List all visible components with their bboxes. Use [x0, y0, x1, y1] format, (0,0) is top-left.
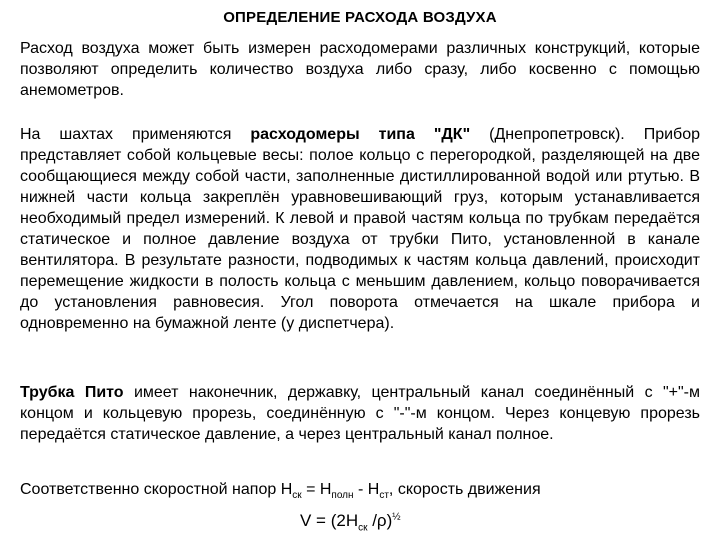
vf-sup: ½: [392, 511, 401, 523]
vf-text-1: V = (2H: [300, 511, 359, 530]
velocity-formula: [300, 511, 401, 534]
paragraph-dk-flowmeter: [20, 124, 700, 334]
page-title: ОПРЕДЕЛЕНИЕ РАСХОДА ВОЗДУХА: [223, 9, 497, 26]
fl-sub-1: ск: [292, 490, 302, 502]
fl-text-3: - H: [353, 481, 380, 498]
paragraph-pitot-tube: [20, 382, 700, 445]
p2-bold-term: расходомеры типа "ДК": [250, 126, 471, 143]
velocity-pressure-line: [20, 481, 541, 502]
fl-text-1: Соответственно скоростной напор H: [20, 481, 293, 498]
vf-sub-1: ск: [358, 522, 368, 534]
p3-bold-term: Трубка Пито: [20, 384, 124, 401]
vf-text-2: /ρ): [367, 511, 393, 530]
p2-lead-text: На шахтах применяются: [20, 126, 251, 143]
fl-sub-2: полн: [331, 490, 354, 502]
fl-text-4: , скорость движения: [388, 481, 541, 498]
paragraph-intro: Расход воздуха может быть измерен расходомерами различных конструкций, которые позволяют определить количество воздуха либо сразу, либо косвенно с помощью анемометров.: [20, 40, 700, 99]
p3-body-text: имеет наконечник, державку, центральный канал соединённый с "+"-м концом и кольцевую прорезь, соединённую с "-"-м концом. Через концевую прорезь передаётся статическое давление, а через центральный канал полное.: [20, 384, 701, 443]
p2-body-text: (Днепропетровск). Прибор представляет собой кольцевые весы: полое кольцо с перегородкой, разделяющей на две сообщающиеся между собой части, заполненные дистиллированной водой или ртутью. В нижней части кольца закреплён уравновешивающий груз, которым устанавливается необходимый предел измерений. К левой и правой частям кольца по трубкам передаётся статическое и полное давление воздуха от трубки Пито, установленной в канале вентилятора. В результате разности, подводимых к частям кольца давлений, происходит перемещение жидкости в полость кольца с меньшим давлением, кольцо поворачивается до установления равновесия. Угол поворота отмечается на шкале прибора и одновременно на бумажной ленте (у диспетчера).: [20, 126, 701, 332]
fl-text-2: = H: [301, 481, 332, 498]
fl-sub-3: ст: [379, 490, 389, 502]
